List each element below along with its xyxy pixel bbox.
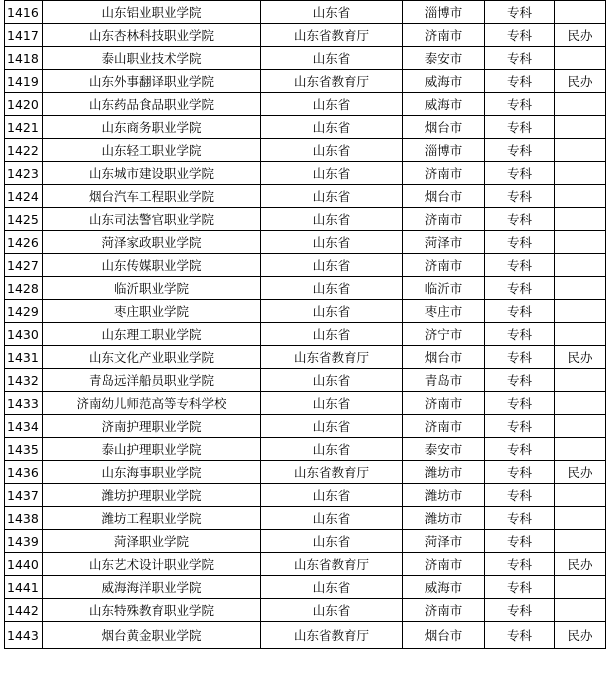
cell-level: 专科 — [485, 576, 555, 599]
cell-authority: 山东省 — [261, 254, 403, 277]
table-row — [5, 369, 606, 392]
cell-authority: 山东省教育厅 — [261, 622, 403, 649]
cell-authority: 山东省 — [261, 300, 403, 323]
cell-note — [555, 599, 606, 622]
table-row — [5, 622, 606, 649]
cell-note — [555, 415, 606, 438]
cell-code: 1434 — [5, 415, 43, 438]
cell-authority: 山东省教育厅 — [261, 461, 403, 484]
cell-code: 1429 — [5, 300, 43, 323]
cell-note — [555, 93, 606, 116]
cell-note — [555, 162, 606, 185]
cell-level: 专科 — [485, 392, 555, 415]
cell-city: 烟台市 — [403, 346, 485, 369]
cell-code: 1424 — [5, 185, 43, 208]
cell-school-name: 山东文化产业职业学院 — [43, 346, 261, 369]
cell-city: 潍坊市 — [403, 484, 485, 507]
cell-note — [555, 392, 606, 415]
cell-city: 淄博市 — [403, 139, 485, 162]
cell-school-name: 临沂职业学院 — [43, 277, 261, 300]
table-row — [5, 599, 606, 622]
cell-city: 潍坊市 — [403, 461, 485, 484]
table-row — [5, 438, 606, 461]
cell-school-name: 山东商务职业学院 — [43, 116, 261, 139]
cell-city: 济南市 — [403, 162, 485, 185]
cell-city: 威海市 — [403, 93, 485, 116]
table-row — [5, 70, 606, 93]
cell-authority: 山东省 — [261, 116, 403, 139]
cell-city: 菏泽市 — [403, 231, 485, 254]
cell-city: 济南市 — [403, 392, 485, 415]
cell-authority: 山东省 — [261, 507, 403, 530]
cell-authority: 山东省 — [261, 369, 403, 392]
cell-authority: 山东省 — [261, 484, 403, 507]
cell-city: 泰安市 — [403, 47, 485, 70]
cell-school-name: 济南幼儿师范高等专科学校 — [43, 392, 261, 415]
cell-level: 专科 — [485, 415, 555, 438]
cell-school-name: 潍坊工程职业学院 — [43, 507, 261, 530]
cell-authority: 山东省 — [261, 530, 403, 553]
cell-city: 济南市 — [403, 599, 485, 622]
cell-level: 专科 — [485, 323, 555, 346]
cell-note — [555, 484, 606, 507]
cell-authority: 山东省 — [261, 392, 403, 415]
cell-city: 威海市 — [403, 576, 485, 599]
cell-city: 泰安市 — [403, 438, 485, 461]
cell-code: 1440 — [5, 553, 43, 576]
cell-level: 专科 — [485, 47, 555, 70]
cell-school-name: 烟台黄金职业学院 — [43, 622, 261, 649]
cell-note — [555, 231, 606, 254]
cell-note — [555, 47, 606, 70]
cell-school-name: 山东司法警官职业学院 — [43, 208, 261, 231]
table-body — [5, 1, 606, 649]
table-row — [5, 392, 606, 415]
cell-level: 专科 — [485, 369, 555, 392]
cell-note — [555, 300, 606, 323]
cell-authority: 山东省 — [261, 1, 403, 24]
cell-code: 1417 — [5, 24, 43, 47]
table-row — [5, 507, 606, 530]
cell-code: 1441 — [5, 576, 43, 599]
cell-note — [555, 530, 606, 553]
cell-code: 1418 — [5, 47, 43, 70]
cell-code: 1421 — [5, 116, 43, 139]
table-row — [5, 323, 606, 346]
cell-school-name: 山东外事翻译职业学院 — [43, 70, 261, 93]
cell-authority: 山东省教育厅 — [261, 70, 403, 93]
cell-authority: 山东省教育厅 — [261, 346, 403, 369]
cell-school-name: 菏泽职业学院 — [43, 530, 261, 553]
cell-authority: 山东省 — [261, 162, 403, 185]
cell-school-name: 山东特殊教育职业学院 — [43, 599, 261, 622]
cell-code: 1427 — [5, 254, 43, 277]
table-row — [5, 415, 606, 438]
cell-code: 1437 — [5, 484, 43, 507]
cell-code: 1439 — [5, 530, 43, 553]
table-row — [5, 116, 606, 139]
cell-level: 专科 — [485, 1, 555, 24]
cell-level: 专科 — [485, 208, 555, 231]
table-row — [5, 185, 606, 208]
cell-city: 临沂市 — [403, 277, 485, 300]
cell-level: 专科 — [485, 300, 555, 323]
cell-code: 1442 — [5, 599, 43, 622]
cell-school-name: 泰山护理职业学院 — [43, 438, 261, 461]
cell-level: 专科 — [485, 461, 555, 484]
cell-code: 1435 — [5, 438, 43, 461]
cell-authority: 山东省 — [261, 231, 403, 254]
cell-code: 1420 — [5, 93, 43, 116]
cell-city: 济南市 — [403, 208, 485, 231]
cell-school-name: 山东海事职业学院 — [43, 461, 261, 484]
table-row — [5, 24, 606, 47]
cell-note — [555, 438, 606, 461]
cell-level: 专科 — [485, 185, 555, 208]
table-row — [5, 530, 606, 553]
cell-level: 专科 — [485, 116, 555, 139]
cell-note — [555, 323, 606, 346]
cell-authority: 山东省教育厅 — [261, 553, 403, 576]
cell-city: 济南市 — [403, 553, 485, 576]
cell-level: 专科 — [485, 139, 555, 162]
cell-level: 专科 — [485, 530, 555, 553]
table-row — [5, 208, 606, 231]
cell-code: 1426 — [5, 231, 43, 254]
cell-city: 青岛市 — [403, 369, 485, 392]
table-row — [5, 254, 606, 277]
cell-authority: 山东省 — [261, 576, 403, 599]
cell-code: 1422 — [5, 139, 43, 162]
cell-school-name: 山东铝业职业学院 — [43, 1, 261, 24]
table-row — [5, 346, 606, 369]
table-row — [5, 461, 606, 484]
cell-level: 专科 — [485, 70, 555, 93]
cell-code: 1416 — [5, 1, 43, 24]
cell-school-name: 山东理工职业学院 — [43, 323, 261, 346]
school-table — [4, 0, 606, 649]
cell-code: 1423 — [5, 162, 43, 185]
cell-level: 专科 — [485, 484, 555, 507]
cell-note: 民办 — [555, 622, 606, 649]
cell-authority: 山东省 — [261, 438, 403, 461]
cell-school-name: 烟台汽车工程职业学院 — [43, 185, 261, 208]
cell-city: 潍坊市 — [403, 507, 485, 530]
table-row — [5, 484, 606, 507]
cell-level: 专科 — [485, 622, 555, 649]
cell-authority: 山东省 — [261, 139, 403, 162]
cell-city: 济南市 — [403, 24, 485, 47]
cell-city: 烟台市 — [403, 622, 485, 649]
cell-school-name: 青岛远洋船员职业学院 — [43, 369, 261, 392]
cell-school-name: 山东杏林科技职业学院 — [43, 24, 261, 47]
cell-school-name: 威海海洋职业学院 — [43, 576, 261, 599]
cell-city: 菏泽市 — [403, 530, 485, 553]
cell-authority: 山东省 — [261, 415, 403, 438]
cell-school-name: 潍坊护理职业学院 — [43, 484, 261, 507]
cell-authority: 山东省 — [261, 93, 403, 116]
cell-authority: 山东省教育厅 — [261, 24, 403, 47]
cell-note: 民办 — [555, 346, 606, 369]
table-row — [5, 576, 606, 599]
cell-code: 1436 — [5, 461, 43, 484]
cell-school-name: 泰山职业技术学院 — [43, 47, 261, 70]
table-row — [5, 277, 606, 300]
cell-code: 1428 — [5, 277, 43, 300]
cell-level: 专科 — [485, 254, 555, 277]
cell-city: 枣庄市 — [403, 300, 485, 323]
cell-authority: 山东省 — [261, 185, 403, 208]
cell-level: 专科 — [485, 231, 555, 254]
cell-note — [555, 507, 606, 530]
cell-note — [555, 116, 606, 139]
cell-level: 专科 — [485, 553, 555, 576]
cell-note: 民办 — [555, 461, 606, 484]
table-row — [5, 553, 606, 576]
cell-level: 专科 — [485, 162, 555, 185]
cell-city: 济宁市 — [403, 323, 485, 346]
cell-code: 1425 — [5, 208, 43, 231]
cell-code: 1443 — [5, 622, 43, 649]
cell-note — [555, 254, 606, 277]
table-row — [5, 139, 606, 162]
cell-city: 烟台市 — [403, 185, 485, 208]
cell-city: 威海市 — [403, 70, 485, 93]
table-row — [5, 47, 606, 70]
cell-authority: 山东省 — [261, 323, 403, 346]
cell-school-name: 山东城市建设职业学院 — [43, 162, 261, 185]
cell-code: 1430 — [5, 323, 43, 346]
cell-school-name: 山东传媒职业学院 — [43, 254, 261, 277]
cell-level: 专科 — [485, 277, 555, 300]
table-row — [5, 162, 606, 185]
cell-school-name: 济南护理职业学院 — [43, 415, 261, 438]
cell-level: 专科 — [485, 24, 555, 47]
cell-code: 1433 — [5, 392, 43, 415]
cell-city: 济南市 — [403, 254, 485, 277]
cell-note — [555, 1, 606, 24]
cell-authority: 山东省 — [261, 277, 403, 300]
cell-level: 专科 — [485, 599, 555, 622]
cell-city: 烟台市 — [403, 116, 485, 139]
table-row — [5, 300, 606, 323]
cell-school-name: 山东艺术设计职业学院 — [43, 553, 261, 576]
cell-code: 1419 — [5, 70, 43, 93]
cell-school-name: 山东药品食品职业学院 — [43, 93, 261, 116]
cell-authority: 山东省 — [261, 208, 403, 231]
cell-city: 济南市 — [403, 415, 485, 438]
cell-note — [555, 185, 606, 208]
cell-note — [555, 139, 606, 162]
cell-level: 专科 — [485, 93, 555, 116]
table-row — [5, 231, 606, 254]
table-row — [5, 1, 606, 24]
cell-note: 民办 — [555, 70, 606, 93]
cell-note — [555, 576, 606, 599]
cell-authority: 山东省 — [261, 47, 403, 70]
cell-note: 民办 — [555, 553, 606, 576]
cell-code: 1438 — [5, 507, 43, 530]
cell-authority: 山东省 — [261, 599, 403, 622]
cell-note: 民办 — [555, 24, 606, 47]
cell-code: 1432 — [5, 369, 43, 392]
cell-note — [555, 277, 606, 300]
cell-city: 淄博市 — [403, 1, 485, 24]
cell-level: 专科 — [485, 346, 555, 369]
cell-level: 专科 — [485, 438, 555, 461]
cell-note — [555, 369, 606, 392]
cell-level: 专科 — [485, 507, 555, 530]
cell-note — [555, 208, 606, 231]
cell-code: 1431 — [5, 346, 43, 369]
cell-school-name: 菏泽家政职业学院 — [43, 231, 261, 254]
cell-school-name: 枣庄职业学院 — [43, 300, 261, 323]
table-row — [5, 93, 606, 116]
cell-school-name: 山东轻工职业学院 — [43, 139, 261, 162]
